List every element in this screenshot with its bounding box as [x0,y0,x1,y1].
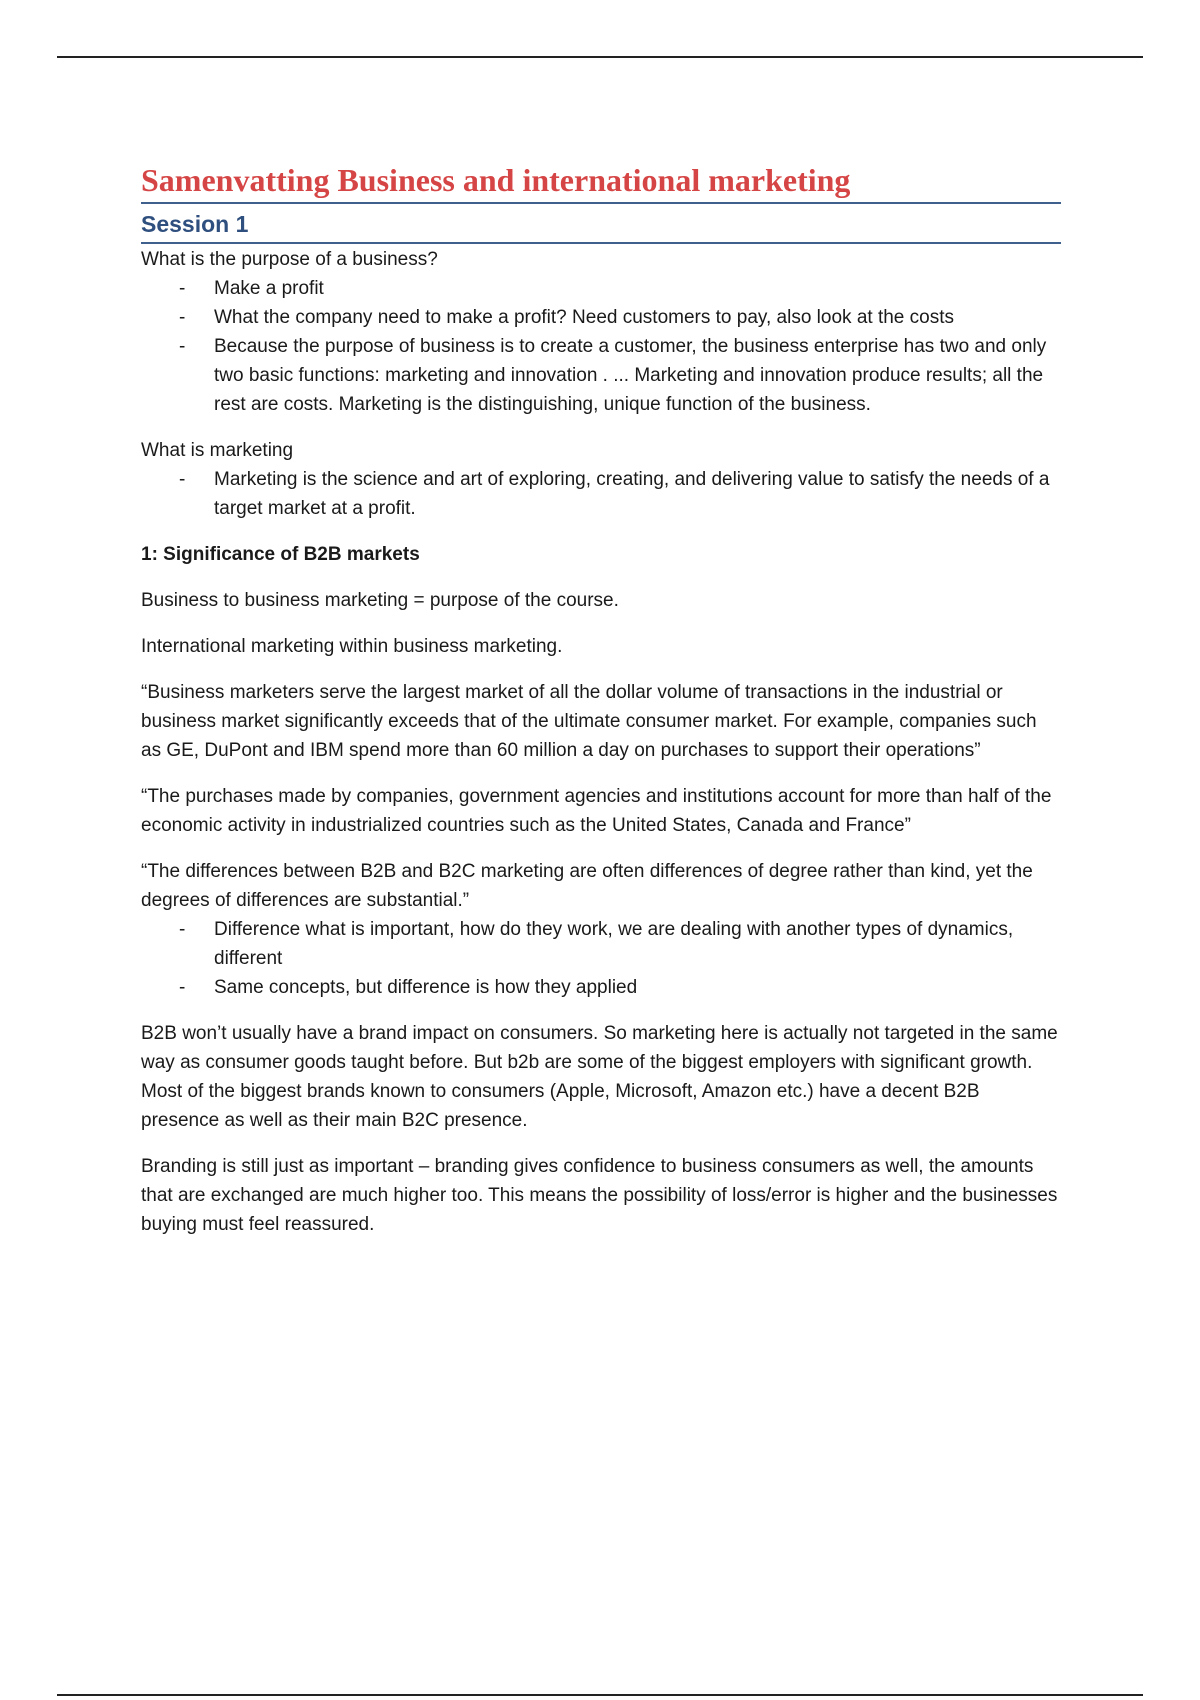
list-item-text: Make a profit [214,278,324,299]
difference-list [141,915,1061,1002]
list-item [141,303,1061,332]
paragraph-international: International marketing within business marketing. [141,636,563,657]
list-item-text: Because the purpose of business is to create a customer, the business enterprise has two and only two basic functions: marketing and innovation . ... Marketing and innovation produce results; all the rest are costs. Marketing is the distinguishing, unique function of the business. [214,336,1047,415]
document-body [141,160,1061,1256]
paragraph-branding: Branding is still just as important – branding gives confidence to business consumers as well, the amounts that are exchanged are much higher too. This means the possibility of loss/error is higher and the businesses buying must feel reassured. [141,1156,1058,1235]
dash-bullet: - [179,469,186,490]
page-top-rule [57,56,1143,58]
dash-bullet: - [179,278,186,299]
list-item-text: Marketing is the science and art of exploring, creating, and delivering value to satisfy the needs of a target market at a profit. [214,469,1050,519]
quote-differences: “The differences between B2B and B2C marketing are often differences of degree rather than kind, yet the degrees of differences are substantial.” [141,861,1033,911]
quote-business-marketers: “Business marketers serve the largest market of all the dollar volume of transactions in the industrial or business market significantly exceeds that of the ultimate consumer market. For example, companies such as GE, DuPont and IBM spend more than 60 million a day on purchases to support their operations” [141,682,1037,761]
dash-bullet: - [179,977,186,998]
dash-bullet: - [179,919,186,940]
list-item [141,973,1061,1002]
list-item-text: Difference what is important, how do they work, we are dealing with another types of dynamics, different [214,919,1014,969]
list-item [141,465,1061,523]
quote-purchases: “The purchases made by companies, government agencies and institutions account for more than half of the economic activity in industrialized countries such as the United States, Canada and France” [141,786,1052,836]
list-item [141,274,1061,303]
marketing-question: What is marketing [141,440,294,461]
list-item-text: Same concepts, but difference is how they applied [214,977,638,998]
purpose-list [141,274,1061,419]
purpose-question: What is the purpose of a business? [141,249,438,270]
dash-bullet: - [179,336,186,357]
marketing-list [141,465,1061,523]
session-heading: Session 1 [141,208,1061,244]
page-bottom-rule [57,1694,1143,1696]
list-item-text: What the company need to make a profit? Need customers to pay, also look at the costs [214,307,954,328]
section-heading-b2b: 1: Significance of B2B markets [141,544,420,565]
list-item [141,915,1061,973]
list-item [141,332,1061,419]
dash-bullet: - [179,307,186,328]
document-title: Samenvatting Business and international marketing [141,160,1061,204]
paragraph-course-purpose: Business to business marketing = purpose of the course. [141,590,619,611]
paragraph-b2b-brand-impact: B2B won’t usually have a brand impact on consumers. So marketing here is actually not targeted in the same way as consumer goods taught before. But b2b are some of the biggest employers with significant growth. Most of the biggest brands known to consumers (Apple, Microsoft, Amazon etc.) have a decent B2B presence as well as their main B2C presence. [141,1023,1058,1131]
